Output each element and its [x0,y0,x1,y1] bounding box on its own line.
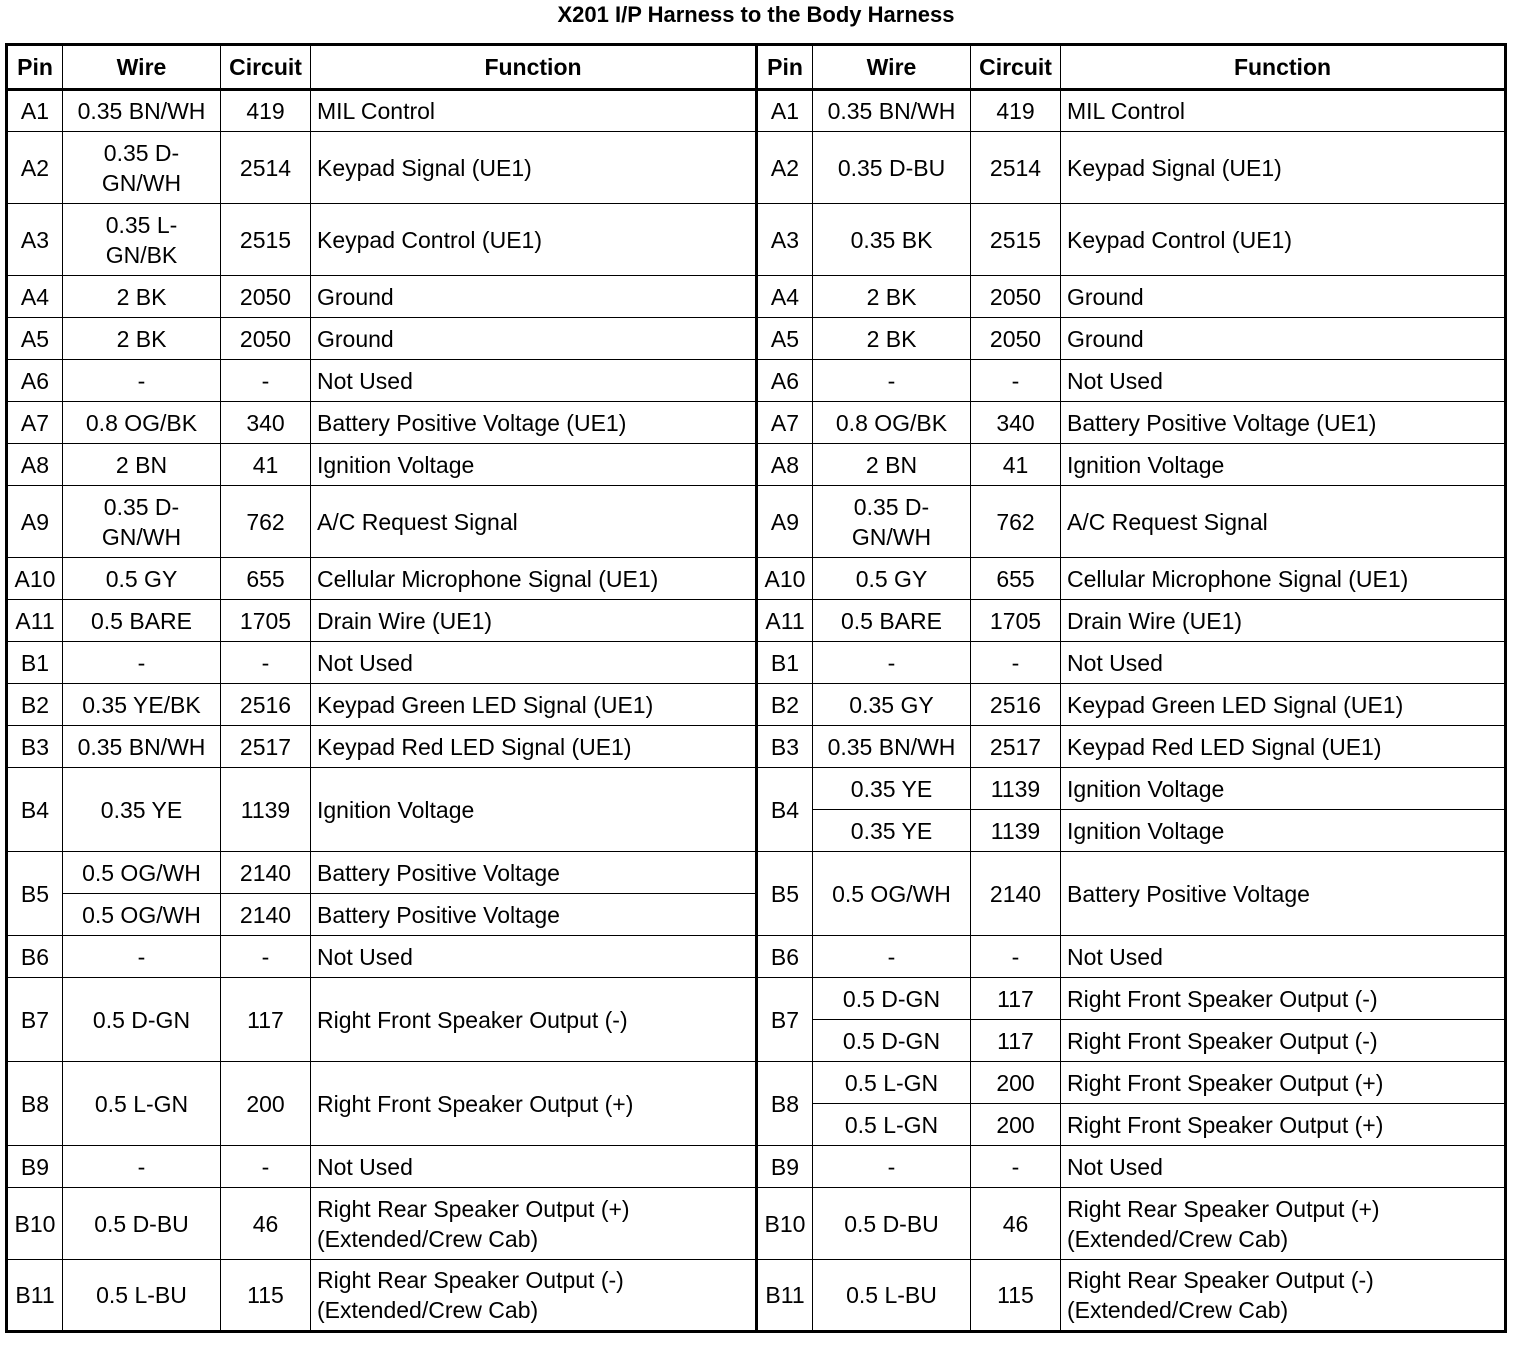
wire-cell: 0.35 BK [813,204,971,276]
wire-cell: 0.35 YE [63,768,221,852]
circuit-cell: 2050 [221,318,311,360]
wire-cell: 0.8 OG/BK [813,402,971,444]
wire-cell: 0.5 D-BU [813,1188,971,1260]
function-cell: Right Front Speaker Output (-) [1061,978,1506,1020]
pin-cell: A1 [757,90,813,132]
circuit-cell: 2140 [221,852,311,894]
pin-cell: B4 [757,768,813,852]
function-cell: MIL Control [1061,90,1506,132]
wire-cell: 0.35 D-BU [813,132,971,204]
circuit-cell: 117 [971,978,1061,1020]
table-row [7,486,1506,558]
pin-cell: B7 [757,978,813,1062]
circuit-cell: 2140 [971,852,1061,936]
circuit-cell: 115 [971,1260,1061,1332]
circuit-cell: 2140 [221,894,311,936]
table-row [7,936,1506,978]
wire-cell: 2 BK [63,318,221,360]
pin-cell: B3 [757,726,813,768]
function-note: (Extended/Crew Cab) [317,1225,539,1252]
connector-pinout-table [5,43,1507,1333]
wire-cell: 0.5 L-BU [63,1260,221,1332]
pin-cell: A6 [7,360,63,402]
function-cell: Ignition Voltage [311,444,757,486]
pin-cell: A2 [757,132,813,204]
table-row [7,444,1506,486]
circuit-cell: 762 [221,486,311,558]
header-pin-left: Pin [7,45,63,90]
wire-cell: 0.35 D-GN/WH [63,132,221,204]
wire-cell: 0.5 GY [63,558,221,600]
wire-cell: 0.5 BARE [813,600,971,642]
function-cell: Keypad Control (UE1) [1061,204,1506,276]
circuit-cell: 340 [971,402,1061,444]
function-cell: Not Used [1061,936,1506,978]
circuit-cell: 41 [221,444,311,486]
function-cell: Keypad Signal (UE1) [311,132,757,204]
table-row [7,558,1506,600]
pin-cell: B2 [757,684,813,726]
pin-cell: A5 [7,318,63,360]
circuit-cell: 115 [221,1260,311,1332]
function-cell: Not Used [311,1146,757,1188]
circuit-cell: 2050 [221,276,311,318]
pin-cell: A5 [757,318,813,360]
wire-cell: 0.5 L-GN [813,1062,971,1104]
function-cell: Ignition Voltage [1061,810,1506,852]
function-cell: Right Front Speaker Output (+) [1061,1104,1506,1146]
pin-cell: A11 [757,600,813,642]
function-cell: Cellular Microphone Signal (UE1) [1061,558,1506,600]
wire-cell: - [813,1146,971,1188]
pin-cell: B1 [7,642,63,684]
function-cell: Keypad Signal (UE1) [1061,132,1506,204]
circuit-cell: 762 [971,486,1061,558]
table-row [7,1146,1506,1188]
pin-cell: B5 [7,852,63,936]
circuit-cell: 2517 [221,726,311,768]
circuit-cell: 1139 [971,810,1061,852]
wire-cell: - [813,360,971,402]
function-cell: Right Front Speaker Output (-) [311,978,757,1062]
table-row [7,600,1506,642]
wire-cell: - [63,360,221,402]
wire-cell: 0.5 D-GN [813,978,971,1020]
function-cell [311,1188,757,1260]
function-cell: Ground [311,318,757,360]
function-cell: Ignition Voltage [1061,444,1506,486]
function-cell: Not Used [311,360,757,402]
table-row [7,768,1506,810]
circuit-cell: - [221,642,311,684]
wire-cell: - [63,1146,221,1188]
table-row [7,978,1506,1020]
wire-cell: - [63,642,221,684]
circuit-cell: 2514 [971,132,1061,204]
circuit-cell: 340 [221,402,311,444]
wire-cell: 0.35 YE/BK [63,684,221,726]
table-row [7,1260,1506,1332]
pin-cell: A10 [757,558,813,600]
circuit-cell: 2514 [221,132,311,204]
wire-cell: 0.5 GY [813,558,971,600]
function-cell: Ground [311,276,757,318]
document-title: X201 I/P Harness to the Body Harness [557,2,955,27]
wire-cell: 0.8 OG/BK [63,402,221,444]
wire-cell: 2 BK [813,276,971,318]
pin-cell: B6 [757,936,813,978]
header-function-right: Function [1061,45,1506,90]
function-cell: Ground [1061,276,1506,318]
function-cell: Battery Positive Voltage [1061,852,1506,936]
wire-cell: 0.5 L-GN [63,1062,221,1146]
wire-cell: - [813,936,971,978]
function-cell [311,1260,757,1332]
wire-cell: 0.5 L-GN [813,1104,971,1146]
function-cell: Cellular Microphone Signal (UE1) [311,558,757,600]
table-row [7,852,1506,894]
wire-cell: 0.35 YE [813,810,971,852]
function-cell: Ignition Voltage [1061,768,1506,810]
pin-cell: B6 [7,936,63,978]
wire-cell: 2 BK [813,318,971,360]
wire-cell: 0.35 BN/WH [813,90,971,132]
pin-cell: B10 [7,1188,63,1260]
wire-cell: 0.35 BN/WH [813,726,971,768]
wire-cell: 0.35 GY [813,684,971,726]
function-cell [1061,1188,1506,1260]
circuit-cell: - [971,936,1061,978]
function-cell: Not Used [311,642,757,684]
circuit-cell: 2517 [971,726,1061,768]
function-cell: Keypad Control (UE1) [311,204,757,276]
function-cell: Ignition Voltage [311,768,757,852]
circuit-cell: 200 [971,1062,1061,1104]
pin-cell: B8 [7,1062,63,1146]
table-row [7,132,1506,204]
pin-cell: B8 [757,1062,813,1146]
circuit-cell: 1139 [221,768,311,852]
circuit-cell: 46 [971,1188,1061,1260]
circuit-cell: 1705 [971,600,1061,642]
circuit-cell: 655 [971,558,1061,600]
wire-cell: 0.35 D-GN/WH [813,486,971,558]
wire-cell: 0.5 OG/WH [813,852,971,936]
table-row [7,684,1506,726]
pin-cell: B4 [7,768,63,852]
pin-cell: A1 [7,90,63,132]
pin-cell: B9 [7,1146,63,1188]
circuit-cell: 117 [971,1020,1061,1062]
pin-cell: B1 [757,642,813,684]
function-note: (Extended/Crew Cab) [317,1297,539,1323]
pin-cell: A3 [757,204,813,276]
wire-cell: 0.35 BN/WH [63,726,221,768]
function-note: (Extended/Crew Cab) [1067,1225,1289,1252]
header-wire-left: Wire [63,45,221,90]
table-row [7,402,1506,444]
table-row [7,360,1506,402]
function-cell: Keypad Green LED Signal (UE1) [1061,684,1506,726]
function-cell: Battery Positive Voltage (UE1) [311,402,757,444]
table-row [7,90,1506,132]
function-text: Right Rear Speaker Output (-) [317,1267,624,1293]
circuit-cell: - [221,1146,311,1188]
pin-cell: A10 [7,558,63,600]
pin-cell: B7 [7,978,63,1062]
function-cell: Right Front Speaker Output (+) [311,1062,757,1146]
function-cell: Keypad Red LED Signal (UE1) [1061,726,1506,768]
function-cell: Drain Wire (UE1) [311,600,757,642]
pin-cell: A4 [757,276,813,318]
circuit-cell: 2050 [971,276,1061,318]
pin-cell: A8 [7,444,63,486]
circuit-cell: 2516 [221,684,311,726]
wire-cell: 0.5 BARE [63,600,221,642]
function-cell: Ground [1061,318,1506,360]
function-cell: Not Used [1061,642,1506,684]
pin-cell: A11 [7,600,63,642]
function-cell: Right Front Speaker Output (-) [1061,1020,1506,1062]
pin-cell: B2 [7,684,63,726]
pin-cell: A2 [7,132,63,204]
wire-cell: - [813,642,971,684]
circuit-cell: 2050 [971,318,1061,360]
function-cell: Keypad Green LED Signal (UE1) [311,684,757,726]
function-cell: A/C Request Signal [311,486,757,558]
function-text: Right Rear Speaker Output (+) [1067,1195,1380,1222]
circuit-cell: 2515 [971,204,1061,276]
circuit-cell: 2516 [971,684,1061,726]
circuit-cell: 655 [221,558,311,600]
function-text: Right Rear Speaker Output (+) [317,1195,630,1222]
header-pin-right: Pin [757,45,813,90]
pin-cell: B11 [757,1260,813,1332]
wire-cell: - [63,936,221,978]
pin-cell: A9 [757,486,813,558]
table-row [7,726,1506,768]
function-text: Right Rear Speaker Output (-) [1067,1267,1374,1293]
pin-cell: B9 [757,1146,813,1188]
wire-cell: 0.5 D-GN [813,1020,971,1062]
wire-cell: 0.35 YE [813,768,971,810]
circuit-cell: 419 [971,90,1061,132]
pin-cell: B11 [7,1260,63,1332]
circuit-cell: - [971,1146,1061,1188]
wire-cell: 0.5 OG/WH [63,852,221,894]
table-row [7,204,1506,276]
function-cell: Battery Positive Voltage [311,852,757,894]
circuit-cell: - [221,360,311,402]
header-function-left: Function [311,45,757,90]
pin-cell: A6 [757,360,813,402]
pin-cell: B10 [757,1188,813,1260]
wire-cell: 0.35 L-GN/BK [63,204,221,276]
circuit-cell: 41 [971,444,1061,486]
function-cell [1061,1260,1506,1332]
circuit-cell: - [971,360,1061,402]
wire-cell: 0.5 OG/WH [63,894,221,936]
function-cell: Battery Positive Voltage (UE1) [1061,402,1506,444]
circuit-cell: - [971,642,1061,684]
wire-cell: 2 BN [63,444,221,486]
table-row [7,1188,1506,1260]
function-note: (Extended/Crew Cab) [1067,1297,1289,1323]
wire-cell: 2 BN [813,444,971,486]
table-row [7,1062,1506,1104]
circuit-cell: 200 [971,1104,1061,1146]
wire-cell: 0.35 D-GN/WH [63,486,221,558]
function-cell: Battery Positive Voltage [311,894,757,936]
pin-cell: A3 [7,204,63,276]
function-cell: Drain Wire (UE1) [1061,600,1506,642]
pin-cell: A7 [7,402,63,444]
circuit-cell: - [221,936,311,978]
pin-cell: A8 [757,444,813,486]
circuit-cell: 1139 [971,768,1061,810]
wire-cell: 0.35 BN/WH [63,90,221,132]
pin-cell: A4 [7,276,63,318]
header-row [7,45,1506,90]
circuit-cell: 1705 [221,600,311,642]
circuit-cell: 117 [221,978,311,1062]
function-cell: Not Used [1061,1146,1506,1188]
header-circuit-right: Circuit [971,45,1061,90]
wire-cell: 2 BK [63,276,221,318]
table-row [7,318,1506,360]
wire-cell: 0.5 D-GN [63,978,221,1062]
function-cell: Right Front Speaker Output (+) [1061,1062,1506,1104]
pin-cell: A7 [757,402,813,444]
function-cell: Not Used [1061,360,1506,402]
header-circuit-left: Circuit [221,45,311,90]
circuit-cell: 46 [221,1188,311,1260]
circuit-cell: 2515 [221,204,311,276]
pin-cell: B5 [757,852,813,936]
table-row [7,276,1506,318]
header-wire-right: Wire [813,45,971,90]
function-cell: Not Used [311,936,757,978]
circuit-cell: 200 [221,1062,311,1146]
pin-cell: A9 [7,486,63,558]
circuit-cell: 419 [221,90,311,132]
function-cell: Keypad Red LED Signal (UE1) [311,726,757,768]
pin-cell: B3 [7,726,63,768]
function-cell: A/C Request Signal [1061,486,1506,558]
function-cell: MIL Control [311,90,757,132]
table-row [7,642,1506,684]
wire-cell: 0.5 D-BU [63,1188,221,1260]
wire-cell: 0.5 L-BU [813,1260,971,1332]
